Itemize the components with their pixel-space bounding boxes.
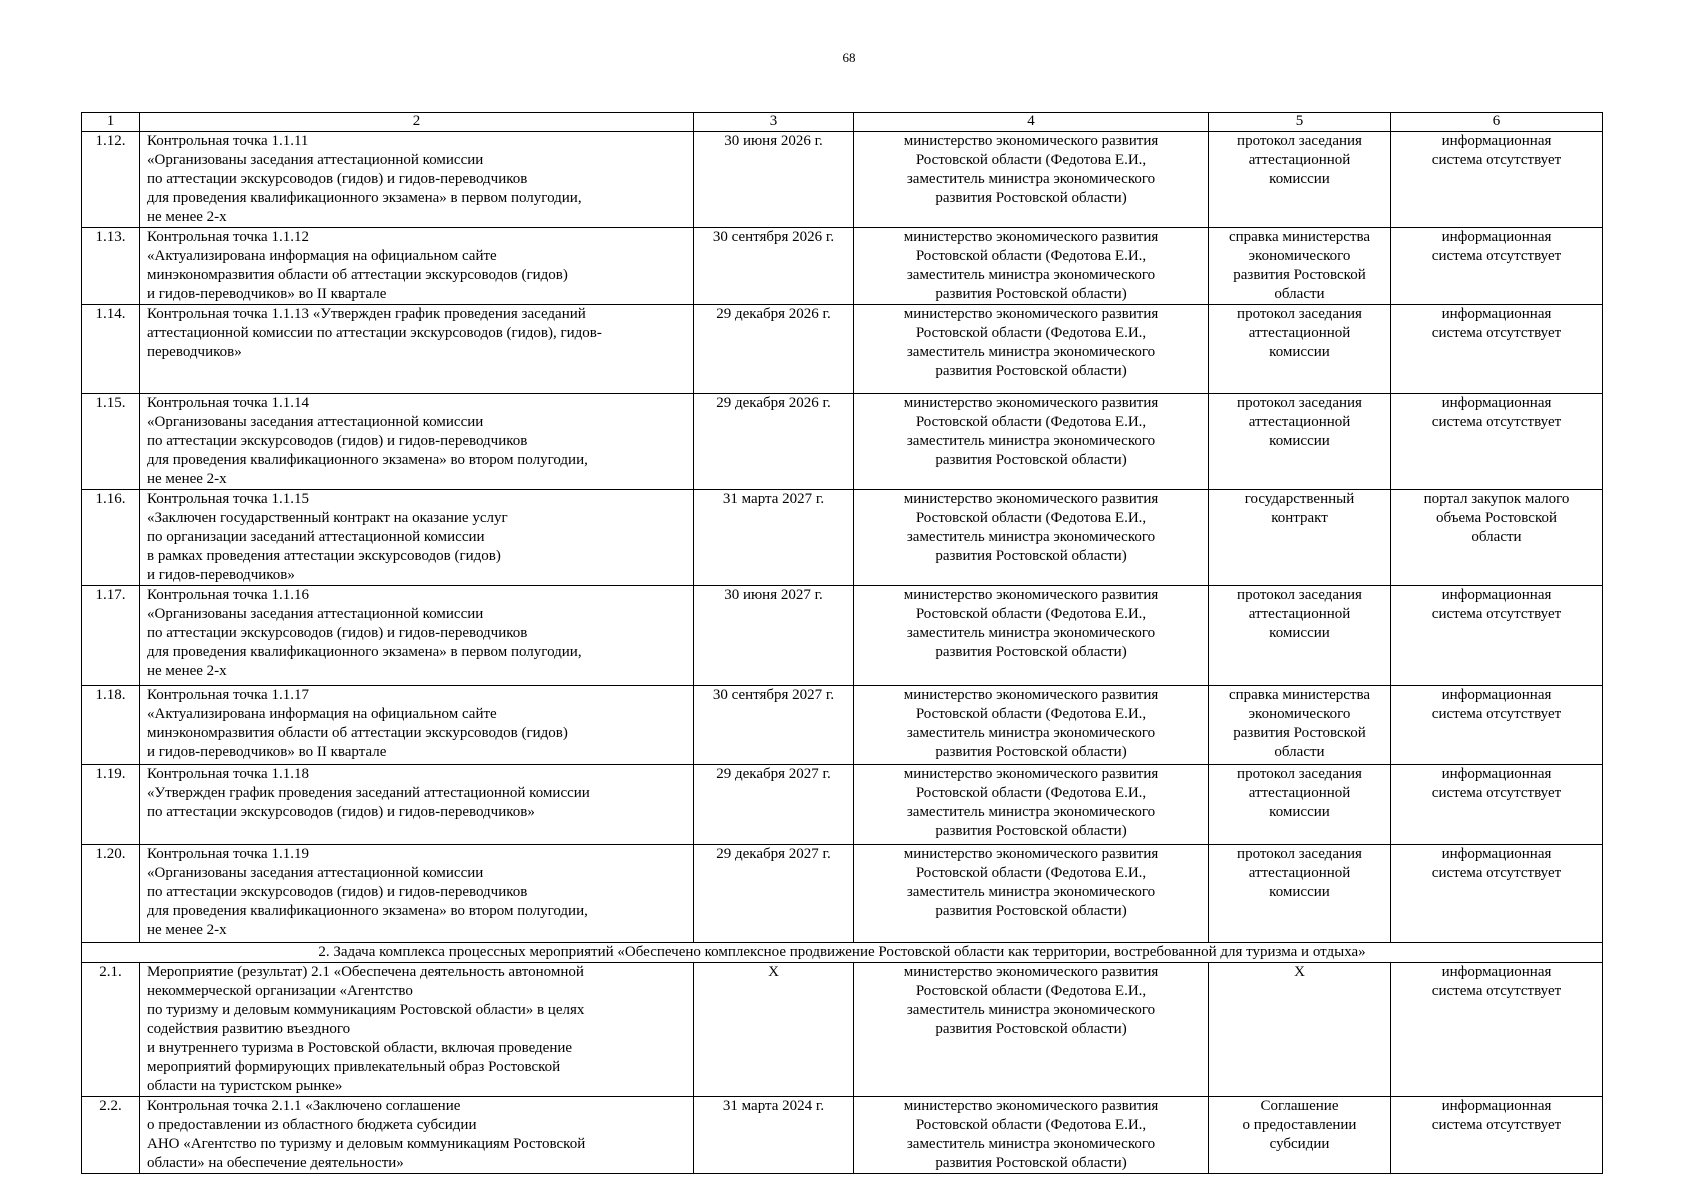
row-description: Контрольная точка 1.1.12 «Актуализирована информация на официальном сайте минэкономразвития области об аттестации экскурсоводов (гидов) и гидов-переводчиков» во II квартале	[140, 228, 694, 305]
row-document: справка министерства экономического развития Ростовской области	[1209, 228, 1391, 305]
row-description: Контрольная точка 1.1.11 «Организованы заседания аттестационной комиссии по аттестации экскурсоводов (гидов) и гидов-переводчиков для проведения квалификационного экзамена» в первом полугодии, не менее 2-х	[140, 132, 694, 228]
row-number: 2.2.	[82, 1097, 140, 1174]
row-responsible: министерство экономического развития Ростовской области (Федотова Е.И., заместитель министра экономического развития Ростовской области)	[854, 845, 1209, 943]
row-description: Контрольная точка 2.1.1 «Заключено соглашение о предоставлении из областного бюджета субсидии АНО «Агентство по туризму и деловым коммуникациям Ростовской области» на обеспечение деятельности»	[140, 1097, 694, 1174]
row-deadline: 30 сентября 2026 г.	[694, 228, 854, 305]
row-number: 1.16.	[82, 490, 140, 586]
table-row	[82, 586, 1603, 686]
row-info-system: информационная система отсутствует	[1391, 228, 1603, 305]
row-info-system: информационная система отсутствует	[1391, 394, 1603, 490]
column-header: 4	[854, 113, 1209, 132]
row-info-system: информационная система отсутствует	[1391, 765, 1603, 845]
row-responsible: министерство экономического развития Ростовской области (Федотова Е.И., заместитель министра экономического развития Ростовской области)	[854, 305, 1209, 394]
row-responsible: министерство экономического развития Ростовской области (Федотова Е.И., заместитель министра экономического развития Ростовской области)	[854, 490, 1209, 586]
page-number: 68	[842, 50, 856, 65]
row-number: 2.1.	[82, 963, 140, 1097]
row-description: Контрольная точка 1.1.17 «Актуализирована информация на официальном сайте минэкономразвития области об аттестации экскурсоводов (гидов) и гидов-переводчиков» во II квартале	[140, 686, 694, 765]
table-row	[82, 394, 1603, 490]
row-responsible: министерство экономического развития Ростовской области (Федотова Е.И., заместитель министра экономического развития Ростовской области)	[854, 963, 1209, 1097]
table-row	[82, 845, 1603, 943]
row-deadline: 29 декабря 2027 г.	[694, 845, 854, 943]
plan-table	[81, 112, 1603, 1174]
row-info-system: информационная система отсутствует	[1391, 845, 1603, 943]
section-title: 2. Задача комплекса процессных мероприятий «Обеспечено комплексное продвижение Ростовской области как территории, востребованной для туризма и отдыха»	[82, 943, 1603, 963]
row-document: протокол заседания аттестационной комиссии	[1209, 586, 1391, 686]
row-number: 1.15.	[82, 394, 140, 490]
column-header: 3	[694, 113, 854, 132]
row-description: Контрольная точка 1.1.14 «Организованы заседания аттестационной комиссии по аттестации экскурсоводов (гидов) и гидов-переводчиков для проведения квалификационного экзамена» во втором полугодии, не менее 2-х	[140, 394, 694, 490]
row-deadline: 31 марта 2027 г.	[694, 490, 854, 586]
row-number: 1.20.	[82, 845, 140, 943]
row-number: 1.12.	[82, 132, 140, 228]
row-number: 1.17.	[82, 586, 140, 686]
table-row	[82, 490, 1603, 586]
row-document: государственный контракт	[1209, 490, 1391, 586]
row-description: Контрольная точка 1.1.19 «Организованы заседания аттестационной комиссии по аттестации экскурсоводов (гидов) и гидов-переводчиков для проведения квалификационного экзамена» во втором полугодии, не менее 2-х	[140, 845, 694, 943]
row-number: 1.14.	[82, 305, 140, 394]
row-deadline: 31 марта 2024 г.	[694, 1097, 854, 1174]
column-header: 6	[1391, 113, 1603, 132]
row-document: Х	[1209, 963, 1391, 1097]
row-deadline: 29 декабря 2026 г.	[694, 305, 854, 394]
row-responsible: министерство экономического развития Ростовской области (Федотова Е.И., заместитель министра экономического развития Ростовской области)	[854, 1097, 1209, 1174]
row-description: Контрольная точка 1.1.15 «Заключен государственный контракт на оказание услуг по организации заседаний аттестационной комиссии в рамках проведения аттестации экскурсоводов (гидов) и гидов-переводчиков»	[140, 490, 694, 586]
section-row	[82, 943, 1603, 963]
row-deadline: 30 июня 2027 г.	[694, 586, 854, 686]
row-document: Соглашение о предоставлении субсидии	[1209, 1097, 1391, 1174]
column-header: 5	[1209, 113, 1391, 132]
row-document: протокол заседания аттестационной комиссии	[1209, 394, 1391, 490]
row-responsible: министерство экономического развития Ростовской области (Федотова Е.И., заместитель министра экономического развития Ростовской области)	[854, 686, 1209, 765]
row-document: справка министерства экономического развития Ростовской области	[1209, 686, 1391, 765]
table-row	[82, 686, 1603, 765]
row-deadline: 29 декабря 2027 г.	[694, 765, 854, 845]
row-description: Контрольная точка 1.1.13 «Утвержден график проведения заседаний аттестационной комиссии по аттестации экскурсоводов (гидов), гидов- переводчиков»	[140, 305, 694, 394]
row-info-system: информационная система отсутствует	[1391, 686, 1603, 765]
table-row	[82, 1097, 1603, 1174]
row-info-system: информационная система отсутствует	[1391, 132, 1603, 228]
table-row	[82, 305, 1603, 394]
row-number: 1.18.	[82, 686, 140, 765]
row-responsible: министерство экономического развития Ростовской области (Федотова Е.И., заместитель министра экономического развития Ростовской области)	[854, 765, 1209, 845]
row-number: 1.19.	[82, 765, 140, 845]
table-row	[82, 765, 1603, 845]
row-document: протокол заседания аттестационной комиссии	[1209, 845, 1391, 943]
table-header-row	[82, 113, 1603, 132]
table-row	[82, 963, 1603, 1097]
row-responsible: министерство экономического развития Ростовской области (Федотова Е.И., заместитель министра экономического развития Ростовской области)	[854, 132, 1209, 228]
row-deadline: 29 декабря 2026 г.	[694, 394, 854, 490]
row-info-system: информационная система отсутствует	[1391, 305, 1603, 394]
row-document: протокол заседания аттестационной комиссии	[1209, 132, 1391, 228]
row-info-system: информационная система отсутствует	[1391, 1097, 1603, 1174]
table-row	[82, 228, 1603, 305]
row-deadline: 30 сентября 2027 г.	[694, 686, 854, 765]
row-description: Контрольная точка 1.1.18 «Утвержден график проведения заседаний аттестационной комиссии по аттестации экскурсоводов (гидов) и гидов-переводчиков»	[140, 765, 694, 845]
row-number: 1.13.	[82, 228, 140, 305]
row-document: протокол заседания аттестационной комиссии	[1209, 305, 1391, 394]
row-responsible: министерство экономического развития Ростовской области (Федотова Е.И., заместитель министра экономического развития Ростовской области)	[854, 228, 1209, 305]
table-row	[82, 132, 1603, 228]
row-document: протокол заседания аттестационной комиссии	[1209, 765, 1391, 845]
row-deadline: Х	[694, 963, 854, 1097]
row-info-system: портал закупок малого объема Ростовской области	[1391, 490, 1603, 586]
column-header: 1	[82, 113, 140, 132]
row-description: Контрольная точка 1.1.16 «Организованы заседания аттестационной комиссии по аттестации экскурсоводов (гидов) и гидов-переводчиков для проведения квалификационного экзамена» в первом полугодии, не менее 2-х	[140, 586, 694, 686]
row-responsible: министерство экономического развития Ростовской области (Федотова Е.И., заместитель министра экономического развития Ростовской области)	[854, 586, 1209, 686]
row-responsible: министерство экономического развития Ростовской области (Федотова Е.И., заместитель министра экономического развития Ростовской области)	[854, 394, 1209, 490]
column-header: 2	[140, 113, 694, 132]
row-deadline: 30 июня 2026 г.	[694, 132, 854, 228]
row-description: Мероприятие (результат) 2.1 «Обеспечена деятельность автономной некоммерческой организации «Агентство по туризму и деловым коммуникациям Ростовской области» в целях содействия развитию въездного и внутреннего туризма в Ростовской области, включая проведение мероприятий формирующих привлекательный образ Ростовской области на туристском рынке»	[140, 963, 694, 1097]
row-info-system: информационная система отсутствует	[1391, 586, 1603, 686]
row-info-system: информационная система отсутствует	[1391, 963, 1603, 1097]
